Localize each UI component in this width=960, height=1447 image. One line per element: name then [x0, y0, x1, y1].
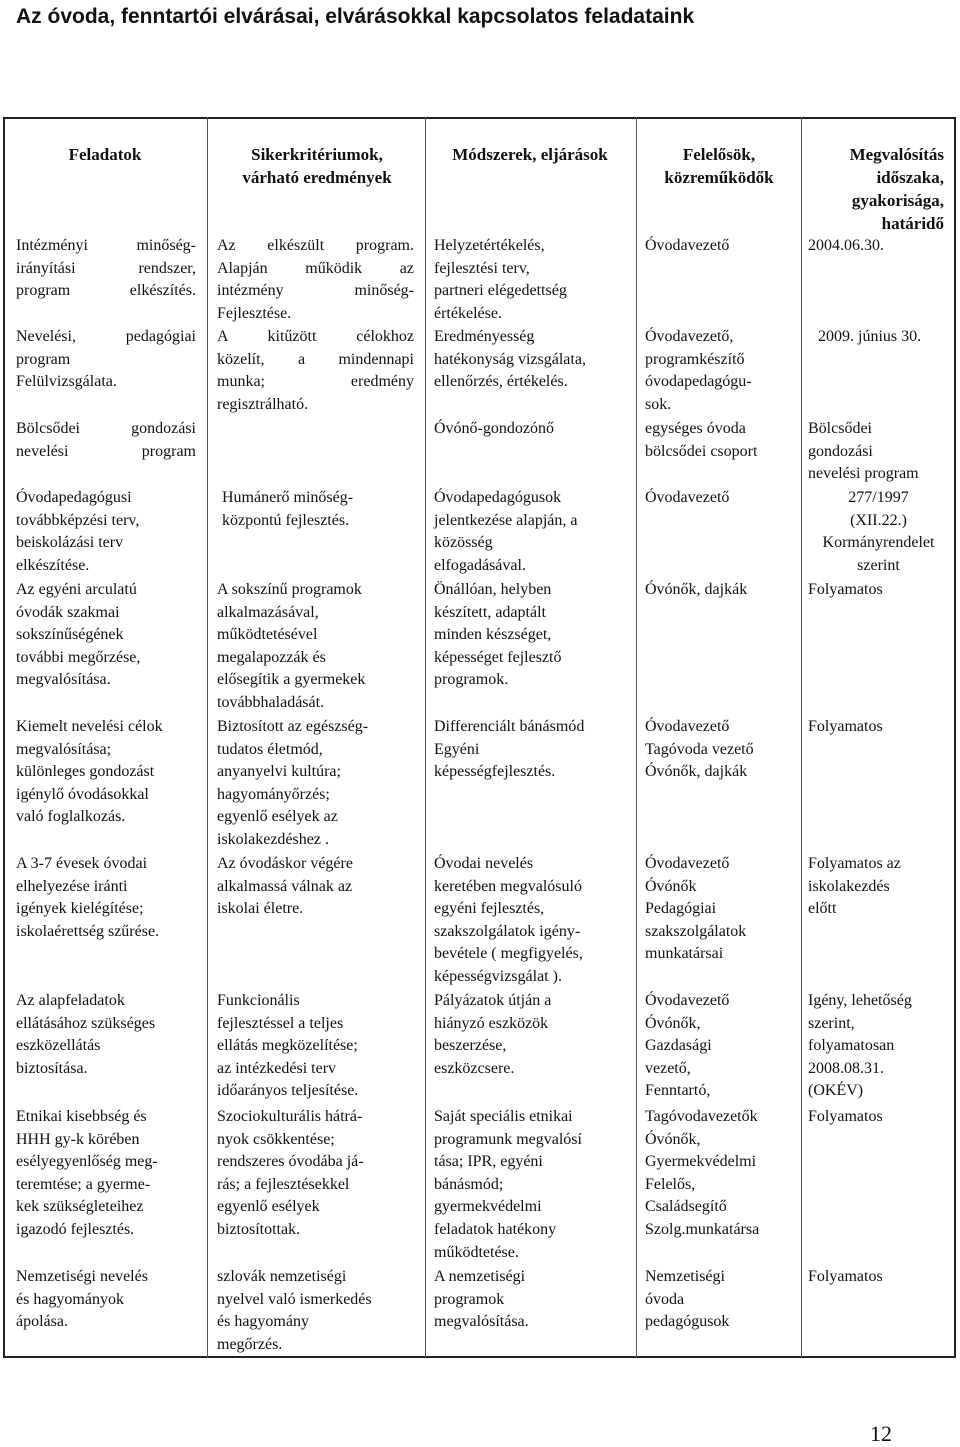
- row-8-idoszak: Igény, lehetőség szerint, folyamatosan 2008.08.31. (OKÉV): [808, 992, 912, 1100]
- column-divider: [425, 117, 426, 1358]
- row-10-idoszak: Folyamatos: [808, 1268, 883, 1285]
- row-3-modszer: Óvónő-gondozónő: [434, 420, 554, 437]
- row-5-feladat: Az egyéni arculatú óvodák szakmai sokszínűségének további megőrzése, megvalósítása.: [16, 581, 141, 689]
- row-10-siker: szlovák nemzetiségi nyelvel való ismerkedés és hagyomány megőrzés.: [217, 1268, 372, 1353]
- header-felelosok: Felelősök, közreműködők: [664, 145, 774, 187]
- row-8-feladat: Az alapfeladatok ellátásához szükséges eszközellátás biztosítása.: [16, 992, 156, 1077]
- row-6-modszer: Differenciált bánásmód Egyéni képességfejlesztés.: [434, 718, 585, 781]
- row-8-modszer: Pályázatok útján a hiányzó eszközök beszerzése, eszközcsere.: [434, 992, 552, 1077]
- row-4-felelos: Óvodavezető: [645, 489, 730, 506]
- column-divider: [801, 117, 802, 1358]
- row-8-felelos: Óvodavezető Óvónők, Gazdasági vezető, Fenntartó,: [645, 992, 730, 1100]
- row-10-felelos: Nemzetiségi óvoda pedagógusok: [645, 1268, 730, 1331]
- row-4-feladat: Óvodapedagógusi továbbképzési terv, beiskolázási terv elkészítése.: [16, 489, 140, 574]
- row-2-feladat: Nevelési, pedagógiai program Felülvizsgálata.: [16, 328, 196, 391]
- row-10-feladat: Nemzetiségi nevelés és hagyományok ápolása.: [16, 1268, 148, 1331]
- row-1-idoszak: 2004.06.30.: [808, 237, 884, 254]
- row-5-siker: A sokszínű programok alkalmazásával, működtetésével megalapozzák és elősegítik a gyermekek továbbhaladását.: [217, 581, 366, 711]
- row-1-modszer: Helyzetértékelés, fejlesztési terv, partneri elégedettség értékelése.: [434, 237, 567, 322]
- row-5-modszer: Önállóan, helyben készített, adaptált minden készséget, képességet fejlesztő programok.: [434, 581, 562, 689]
- header-megvalositas: Megvalósítás időszaka, gyakorisága, határidő: [849, 145, 944, 233]
- row-7-idoszak: Folyamatos az iskolakezdés előtt: [808, 855, 901, 918]
- row-7-siker: Az óvodáskor végére alkalmassá válnak az iskolai életre.: [217, 855, 353, 918]
- row-5-felelos: Óvónők, dajkák: [645, 581, 748, 598]
- row-3-idoszak: Bölcsődei gondozási nevelési program: [808, 420, 919, 483]
- row-6-felelos: Óvodavezető Tagóvoda vezető Óvónők, dajkák: [645, 718, 754, 781]
- page-title: Az óvoda, fenntartói elvárásai, elvárásokkal kapcsolatos feladataink: [16, 5, 695, 28]
- row-7-modszer: Óvodai nevelés keretében megvalósuló egyéni fejlesztés, szakszolgálatok igény- bevétele ( megfigyelés, képességvizsgálat ).: [434, 855, 583, 985]
- row-1-feladat: Intézményi minőség- irányítási rendszer, program elkészítés.: [16, 237, 196, 300]
- row-5-idoszak: Folyamatos: [808, 581, 883, 598]
- row-2-felelos: Óvodavezető, programkészítő óvodapedagógu- sok.: [645, 328, 752, 413]
- row-9-modszer: Saját speciális etnikai programunk megvalósí tása; IPR, egyéni bánásmód; gyermekvédelmi feladatok hatékony működtetése.: [434, 1108, 582, 1261]
- row-10-modszer: A nemzetiségi programok megvalósítása.: [434, 1268, 529, 1331]
- row-2-siker: A kitűzött célokhoz közelít, a mindennapi munka; eredmény regisztrálható.: [217, 328, 414, 413]
- row-9-idoszak: Folyamatos: [808, 1108, 883, 1125]
- row-4-modszer: Óvodapedagógusok jelentkezése alapján, a közösség elfogadásával.: [434, 489, 578, 574]
- row-8-siker: Funkcionális fejlesztéssel a teljes ellátás megközelítése; az intézkedési terv időarányos teljesítése.: [217, 992, 359, 1100]
- page-number: 12: [870, 1421, 892, 1446]
- row-7-felelos: Óvodavezető Óvónők Pedagógiai szakszolgálatok munkatársai: [645, 855, 747, 963]
- row-3-felelos: egységes óvoda bölcsődei csoport: [645, 420, 758, 460]
- header-sikerkriteriumok: Sikerkritériumok, várható eredmények: [242, 145, 392, 187]
- row-6-feladat: Kiemelt nevelési célok megvalósítása; különleges gondozást igénylő óvodásokkal való foglalkozás.: [16, 718, 163, 826]
- row-9-feladat: Etnikai kisebbség és HHH gy-k körében esélyegyenlőség meg- teremtése; a gyerme- kek szükségleteihez igazodó fejlesztés.: [16, 1108, 158, 1238]
- row-4-idoszak: 277/1997 (XII.22.) Kormányrendelet szerint: [822, 489, 935, 574]
- row-2-modszer: Eredményesség hatékonyság vizsgálata, ellenőrzés, értékelés.: [434, 328, 586, 391]
- row-1-felelos: Óvodavezető: [645, 237, 730, 254]
- row-4-siker: Humánerő minőség- központú fejlesztés.: [222, 489, 354, 529]
- row-9-felelos: Tagóvodavezetők Óvónők, Gyermekvédelmi Felelős, Családsegítő Szolg.munkatársa: [645, 1108, 760, 1238]
- column-divider: [636, 117, 637, 1358]
- column-divider: [207, 117, 208, 1358]
- row-9-siker: Szociokulturális hátrá- nyok csökkentése; rendszeres óvodába já- rás; a fejlesztésekkel egyenlő esélyek biztosítottak.: [217, 1108, 364, 1238]
- row-7-feladat: A 3-7 évesek óvodai elhelyezése iránti igények kielégítése; iskolaérettség szűrése.: [16, 855, 160, 940]
- row-3-feladat: Bölcsődei gondozási nevelési program: [16, 420, 196, 460]
- row-6-idoszak: Folyamatos: [808, 718, 883, 735]
- row-6-siker: Biztosított az egészség- tudatos életmód, anyanyelvi kultúra; hagyományőrzés; egyenlő esélyek az iskolakezdéshez .: [217, 718, 369, 848]
- row-1-siker: Az elkészült program. Alapján működik az intézmény minőség- Fejlesztése.: [217, 237, 414, 322]
- row-2-idoszak: 2009. június 30.: [818, 328, 922, 345]
- header-feladatok: Feladatok: [68, 145, 142, 164]
- header-modszerek: Módszerek, eljárások: [452, 145, 608, 164]
